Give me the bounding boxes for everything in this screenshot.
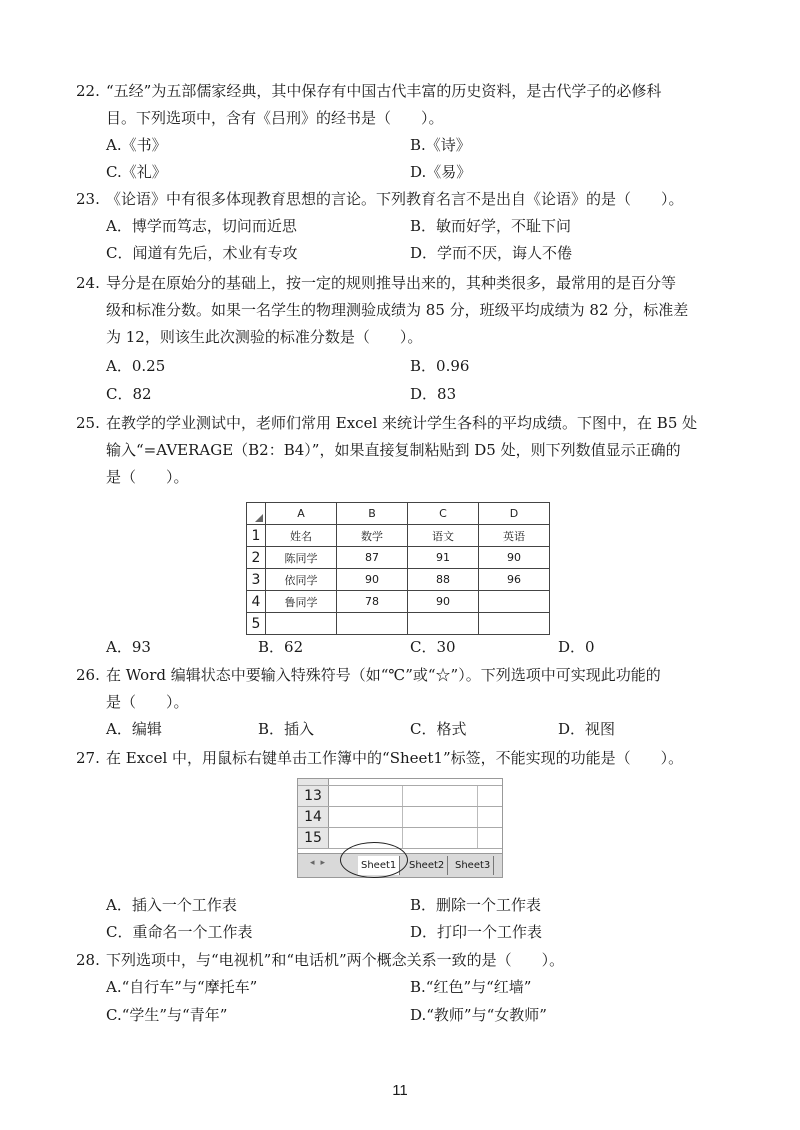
option-c: C.“学生”与“青年” — [106, 1006, 228, 1024]
highlight-circle — [340, 842, 408, 878]
question-text: 在 Word 编辑状态中要输入特殊符号（如“℃”或“☆”）。下列选项中可实现此功能的 — [106, 666, 661, 684]
tab-sheet2[interactable]: Sheet2 — [406, 856, 448, 875]
question-number: 23. — [76, 190, 100, 208]
option-b: B．插入 — [258, 720, 315, 738]
options-row — [106, 716, 746, 743]
question-number: 26. — [76, 666, 100, 684]
cell: 96 — [479, 569, 550, 591]
grid-cell — [403, 786, 478, 806]
option-c: C．重命名一个工作表 — [106, 923, 253, 941]
table-row — [247, 547, 550, 569]
option-a: A．93 — [106, 638, 151, 656]
question-number: 24. — [76, 274, 100, 292]
options-row — [106, 892, 746, 919]
table-row — [247, 591, 550, 613]
option-a: A．0.25 — [106, 357, 166, 375]
options-row — [106, 353, 746, 380]
question-number: 22. — [76, 82, 100, 100]
option-c: C．格式 — [410, 720, 467, 738]
excel-grade-table — [246, 502, 550, 635]
excel-column-header-row — [247, 503, 550, 525]
cell — [266, 613, 337, 635]
options-row — [106, 381, 746, 408]
option-a: A．插入一个工作表 — [106, 896, 237, 914]
question-26 — [76, 662, 736, 716]
option-d: D．学而不厌，诲人不倦 — [410, 244, 573, 262]
cell: 78 — [337, 591, 408, 613]
sheet-row-partial — [298, 778, 502, 786]
question-text-continued: 是（ ）。 — [106, 468, 189, 486]
cell: 90 — [337, 569, 408, 591]
row-header: 5 — [247, 613, 266, 635]
table-row — [247, 569, 550, 591]
option-a: A．编辑 — [106, 720, 162, 738]
row-header: 13 — [298, 786, 329, 806]
column-header: C — [408, 503, 479, 525]
option-d: D.《易》 — [410, 163, 472, 181]
cell: 90 — [479, 547, 550, 569]
cell: 陈同学 — [266, 547, 337, 569]
option-a: A.“自行车”与“摩托车” — [106, 978, 258, 996]
cell — [337, 613, 408, 635]
grid-cell — [403, 807, 478, 827]
row-header: 2 — [247, 547, 266, 569]
table-row — [247, 613, 550, 635]
column-header: D — [479, 503, 550, 525]
question-text-continued: 为 12，则该生此次测验的标准分数是（ ）。 — [106, 328, 423, 346]
options-row — [106, 974, 746, 1001]
cell: 语文 — [408, 525, 479, 547]
question-text-continued: 目。下列选项中，含有《吕刑》的经书是（ ）。 — [106, 109, 444, 127]
cell: 数学 — [337, 525, 408, 547]
cell: 91 — [408, 547, 479, 569]
cell — [479, 613, 550, 635]
option-b: B．62 — [258, 638, 304, 656]
option-a: A．博学而笃志，切问而近思 — [106, 217, 297, 235]
question-28 — [76, 947, 736, 974]
option-c: C．30 — [410, 638, 456, 656]
cell: 依同学 — [266, 569, 337, 591]
option-b: B.《诗》 — [410, 136, 471, 154]
question-text-continued: 级和标准分数。如果一名学生的物理测验成绩为 85 分，班级平均成绩为 82 分，标准差 — [106, 301, 689, 319]
options-row — [106, 159, 746, 186]
column-header: B — [337, 503, 408, 525]
table-row — [247, 525, 550, 547]
cell: 88 — [408, 569, 479, 591]
option-b: B.“红色”与“红墙” — [410, 978, 532, 996]
option-d: D．0 — [558, 638, 595, 656]
option-b: B．0.96 — [410, 357, 470, 375]
option-b: B．删除一个工作表 — [410, 896, 542, 914]
cell: 英语 — [479, 525, 550, 547]
column-header: A — [266, 503, 337, 525]
question-25 — [76, 410, 736, 491]
option-d: D．视图 — [558, 720, 616, 738]
option-d: D．打印一个工作表 — [410, 923, 543, 941]
options-row — [106, 240, 746, 267]
options-row — [106, 634, 746, 661]
select-all-corner — [247, 503, 266, 525]
options-row — [106, 1002, 746, 1029]
question-text-continued: 输入“=AVERAGE（B2：B4）”，如果直接复制粘贴到 D5 处，则下列数值显示正确的 — [106, 441, 681, 459]
sheet-row — [298, 786, 502, 807]
options-row — [106, 919, 746, 946]
row-header: 14 — [298, 807, 329, 827]
row-header: 4 — [247, 591, 266, 613]
tab-sheet1[interactable]: Sheet1 — [358, 856, 400, 875]
cell: 鲁同学 — [266, 591, 337, 613]
question-23 — [76, 186, 736, 213]
option-a: A.《书》 — [106, 136, 167, 154]
grid-cell — [328, 786, 403, 806]
question-27 — [76, 745, 736, 772]
option-c: C．闻道有先后，术业有专攻 — [106, 244, 298, 262]
question-text: “五经”为五部儒家经典，其中保存有中国古代丰富的历史资料，是古代学子的必修科 — [106, 82, 662, 100]
question-text: 导分是在原始分的基础上，按一定的规则推导出来的，其种类很多，最常用的是百分等 — [106, 274, 677, 292]
corner-triangle-icon — [255, 514, 263, 522]
row-header: 1 — [247, 525, 266, 547]
sheet-row — [298, 828, 502, 849]
grid-cell — [328, 807, 403, 827]
grid-cell — [403, 828, 478, 848]
question-text: 《论语》中有很多体现教育思想的言论。下列教育名言不是出自《论语》的是（ ）。 — [106, 190, 684, 208]
sheet-row — [298, 807, 502, 828]
options-row — [106, 213, 746, 240]
question-22 — [76, 78, 736, 132]
question-number: 25. — [76, 414, 100, 432]
cell — [479, 591, 550, 613]
page-number: 11 — [392, 1082, 408, 1099]
question-text: 在教学的学业测试中，老师们常用 Excel 来统计学生各科的平均成绩。下图中，在 B5 处 — [106, 414, 698, 432]
options-row — [106, 132, 746, 159]
option-c: C．82 — [106, 385, 152, 403]
tab-sheet3[interactable]: Sheet3 — [452, 856, 494, 875]
row-header — [298, 778, 329, 785]
question-text: 在 Excel 中，用鼠标右键单击工作簿中的“Sheet1”标签，不能实现的功能是（ ）。 — [106, 749, 684, 767]
question-24 — [76, 270, 736, 351]
question-text: 下列选项中，与“电视机”和“电话机”两个概念关系一致的是（ ）。 — [106, 951, 565, 969]
tab-scroll-arrows-icon[interactable]: ◂▸ — [310, 858, 332, 868]
option-c: C.《礼》 — [106, 163, 167, 181]
cell: 87 — [337, 547, 408, 569]
option-b: B．敏而好学，不耻下问 — [410, 217, 572, 235]
option-d: D.“教师”与“女教师” — [410, 1006, 547, 1024]
row-header: 15 — [298, 828, 329, 848]
question-number: 28. — [76, 951, 100, 969]
cell: 姓名 — [266, 525, 337, 547]
cell — [408, 613, 479, 635]
cell: 90 — [408, 591, 479, 613]
option-d: D．83 — [410, 385, 457, 403]
question-number: 27. — [76, 749, 100, 767]
row-header: 3 — [247, 569, 266, 591]
question-text-continued: 是（ ）。 — [106, 693, 189, 711]
